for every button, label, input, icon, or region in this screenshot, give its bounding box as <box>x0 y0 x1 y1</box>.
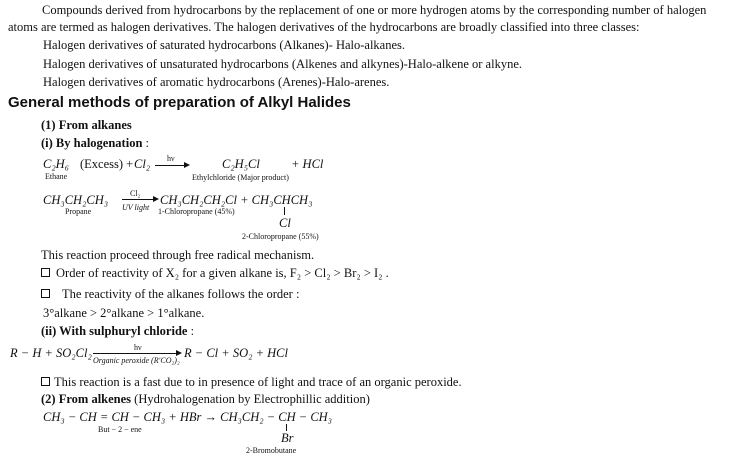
peroxide-note-row: This reaction is a fast due to in presence of light and trace of an organic peroxide. <box>41 375 462 390</box>
intro-paragraph: Compounds derived from hydrocarbons by the replacement of one or more hydrogen atoms by the corresponding number of halogen atoms are termed as halogen derivatives. The halogen derivatives of the hydrocarbons are broadly classified into three classes: <box>8 3 707 34</box>
rx1-byproduct: + HCl <box>291 157 324 171</box>
radical-note: This reaction proceed through free radical mechanism. <box>41 248 315 262</box>
rx3-arrow <box>93 353 177 354</box>
rx2-product1-name: 1-Chloropropane (45%) <box>158 207 235 216</box>
rx4-equation: CH₃ − CH = CH − CH₃ + HBr → CH₃CH₂ − CH − CH₃ <box>43 410 333 424</box>
rx1-condition: hν <box>167 154 175 163</box>
rx4-substituent: Br <box>281 431 294 445</box>
from-alkanes-label: (1) From alkanes <box>41 118 132 132</box>
rx2-arrow <box>122 199 154 200</box>
checkbox-icon <box>41 377 50 386</box>
rx2-bond <box>284 207 285 215</box>
checkbox-icon <box>41 268 50 277</box>
by-halogenation-label: (i) By halogenation : <box>41 136 150 150</box>
rx2-substituent: Cl <box>279 216 291 230</box>
from-alkenes-row: (2) From alkenes (Hydrohalogenation by Electrophillic addition) <box>41 392 370 406</box>
class-saturated: Halogen derivatives of saturated hydrocarbons (Alkanes)- Halo-alkanes. <box>43 38 406 52</box>
class-aromatic: Halogen derivatives of aromatic hydrocarbons (Arenes)-Halo-arenes. <box>43 75 390 89</box>
alkane-order: 3°alkane > 2°alkane > 1°alkane. <box>43 306 205 320</box>
rx4-bond <box>286 424 287 431</box>
alkane-order-intro-row: The reactivity of the alkanes follows the order : <box>41 287 299 302</box>
class-unsaturated: Halogen derivatives of unsaturated hydrocarbons (Alkenes and alkynes)-Halo-alkene or alkyne. <box>43 57 522 71</box>
rx1-excess: (Excess) + <box>80 157 134 171</box>
rx3-products: R − Cl + SO₂ + HCl <box>184 346 288 360</box>
rx1-product-name: Ethylchloride (Major product) <box>192 173 289 182</box>
rx2-products: CH₃CH₂CH₂Cl + CH₃CHCH₃ <box>160 193 313 207</box>
rx3-catalyst: Organic peroxide (R′CO₂)₂ <box>93 356 180 365</box>
rx2-condition: UV light <box>122 203 150 212</box>
sulphuryl-label: (ii) With sulphuryl chloride : <box>41 324 195 338</box>
rx1-reactant: C₂H₆ <box>43 157 70 171</box>
checkbox-icon <box>41 289 50 298</box>
reactivity-order-row: Order of reactivity of X₂ for a given alkane is, F₂ > Cl₂ > Br₂ > I₂ . <box>41 266 389 281</box>
rx1-arrowhead <box>184 162 190 168</box>
rx4-reactant-name: But − 2 − ene <box>98 425 142 434</box>
rx1-product: C₂H₅Cl <box>222 157 260 171</box>
rx2-product2-name: 2-Chloropropane (55%) <box>242 232 319 241</box>
rx3-condition: hν <box>134 343 142 352</box>
rx2-reactant-name: Propane <box>65 207 92 216</box>
rx1-reactant-name: Ethane <box>45 172 68 181</box>
rx1-reagent: Cl₂ <box>134 157 151 171</box>
rx2-reagent: Cl₂ <box>130 189 141 198</box>
rx4-product-name: 2-Bromobutane <box>246 446 297 455</box>
section-heading: General methods of preparation of Alkyl Halides <box>8 94 351 111</box>
rx2-arrowhead <box>153 196 159 202</box>
rx1-arrow <box>155 165 185 166</box>
rx3-reactant: R − H + SO₂Cl₂ <box>10 346 92 360</box>
rx2-reactant: CH₃CH₂CH₃ <box>43 193 109 207</box>
